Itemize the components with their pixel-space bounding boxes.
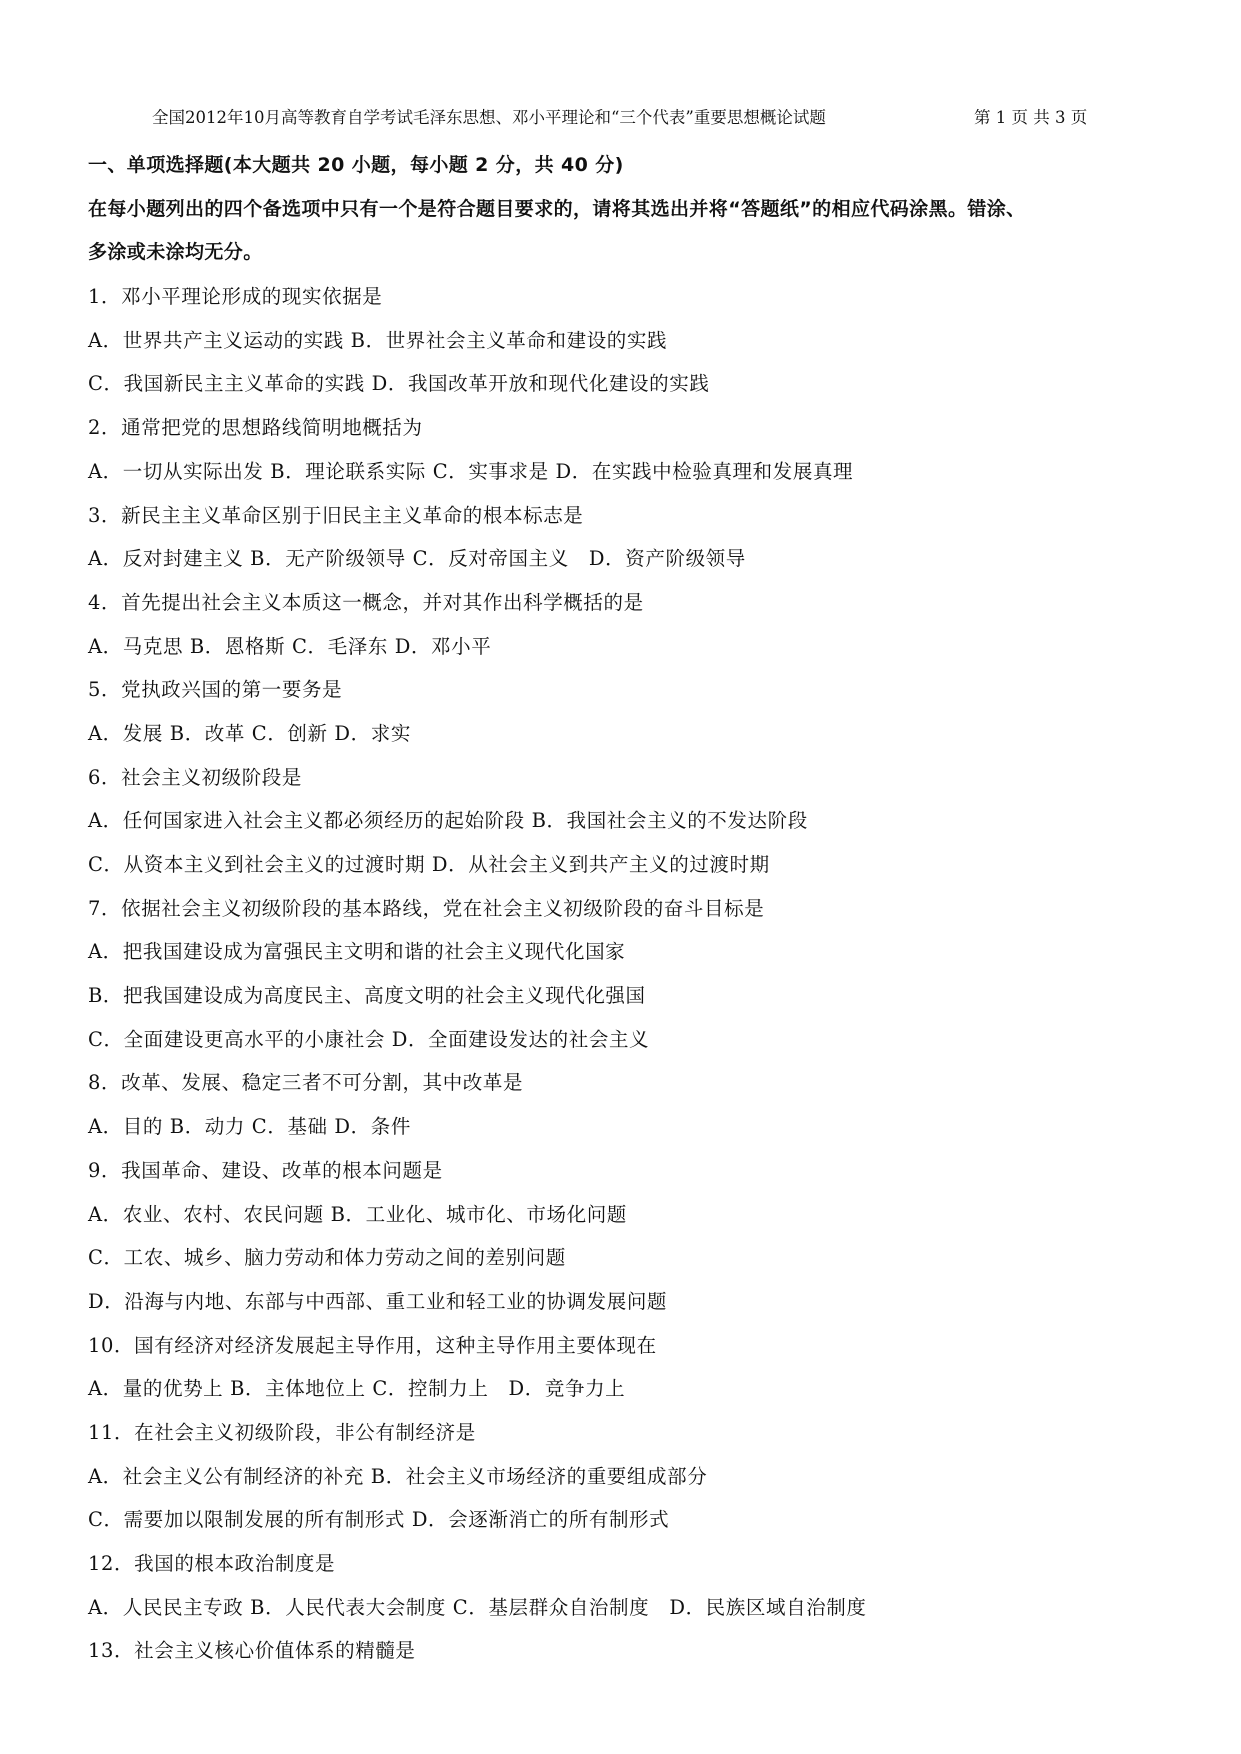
question-10: 10．国有经济对经济发展起主导作用，这种主导作用主要体现在	[88, 1333, 657, 1357]
option-line: A．反对封建主义 B．无产阶级领导 C．反对帝国主义 D．资产阶级领导	[88, 547, 746, 571]
section-instructions-line: 多涂或未涂均无分。	[88, 241, 263, 264]
option-line: C．从资本主义到社会主义的过渡时期 D．从社会主义到共产主义的过渡时期	[88, 853, 770, 876]
question-8: 8．改革、发展、稳定三者不可分割，其中改革是	[88, 1071, 524, 1095]
question-2: 2．通常把党的思想路线简明地概括为	[88, 416, 423, 440]
question-12: 12．我国的根本政治制度是	[88, 1552, 336, 1575]
question-5: 5．党执政兴国的第一要务是	[88, 678, 343, 702]
option-line: A．世界共产主义运动的实践 B．世界社会主义革命和建设的实践	[88, 328, 668, 352]
option-line: A．人民民主专政 B．人民代表大会制度 C．基层群众自治制度 D．民族区域自治制度	[88, 1595, 867, 1619]
option-line: A．把我国建设成为富强民主文明和谐的社会主义现代化国家	[88, 940, 626, 964]
question-1: 1．邓小平理论形成的现实依据是	[88, 285, 383, 309]
question-3: 3．新民主主义革命区别于旧民主主义革命的根本标志是	[88, 503, 584, 527]
option-line: C．全面建设更高水平的小康社会 D．全面建设发达的社会主义	[88, 1027, 650, 1051]
section-heading: 一、单项选择题(本大题共 20 小题，每小题 2 分，共 40 分)	[88, 154, 624, 176]
option-line: A．任何国家进入社会主义都必须经历的起始阶段 B．我国社会主义的不发达阶段	[88, 809, 808, 833]
option-line: D．沿海与内地、东部与中西部、重工业和轻工业的协调发展问题	[88, 1289, 668, 1313]
question-11: 11．在社会主义初级阶段，非公有制经济是	[88, 1420, 476, 1444]
option-line: A．社会主义公有制经济的补充 B．社会主义市场经济的重要组成部分	[88, 1464, 708, 1488]
option-line: A．发展 B．改革 C．创新 D．求实	[88, 721, 411, 745]
exam-title: 全国2012年10月高等教育自学考试毛泽东思想、邓小平理论和“三个代表”重要思想概论试题	[152, 108, 826, 127]
option-line: A．量的优势上 B．主体地位上 C．控制力上 D．竞争力上	[88, 1377, 626, 1401]
question-6: 6．社会主义初级阶段是	[88, 765, 303, 789]
question-9: 9．我国革命、建设、改革的根本问题是	[88, 1158, 443, 1182]
option-line: C．我国新民主主义革命的实践 D．我国改革开放和现代化建设的实践	[88, 372, 710, 396]
option-line: C．工农、城乡、脑力劳动和体力劳动之间的差别问题	[88, 1246, 566, 1270]
page-header	[152, 104, 1092, 132]
option-line: B．把我国建设成为高度民主、高度文明的社会主义现代化强国	[88, 984, 646, 1008]
option-line: A．马克思 B．恩格斯 C．毛泽东 D．邓小平	[88, 634, 492, 658]
option-line: A．目的 B．动力 C．基础 D．条件	[88, 1115, 411, 1139]
exam-body	[88, 144, 1168, 1673]
question-4: 4．首先提出社会主义本质这一概念，并对其作出科学概括的是	[88, 590, 644, 614]
question-7: 7．依据社会主义初级阶段的基本路线，党在社会主义初级阶段的奋斗目标是	[88, 896, 765, 920]
option-line: A．农业、农村、农民问题 B．工业化、城市化、市场化问题	[88, 1202, 627, 1226]
option-line: A．一切从实际出发 B．理论联系实际 C．实事求是 D．在实践中检验真理和发展真理	[88, 459, 854, 483]
question-13: 13．社会主义核心价值体系的精髓是	[88, 1639, 416, 1663]
section-instructions-line: 在每小题列出的四个备选项中只有一个是符合题目要求的，请将其选出并将“答题纸”的相应代码涂黑。错涂、	[88, 197, 1026, 220]
page-indicator: 第 1 页 共 3 页	[974, 108, 1088, 127]
option-line: C．需要加以限制发展的所有制形式 D．会逐渐消亡的所有制形式	[88, 1508, 670, 1532]
